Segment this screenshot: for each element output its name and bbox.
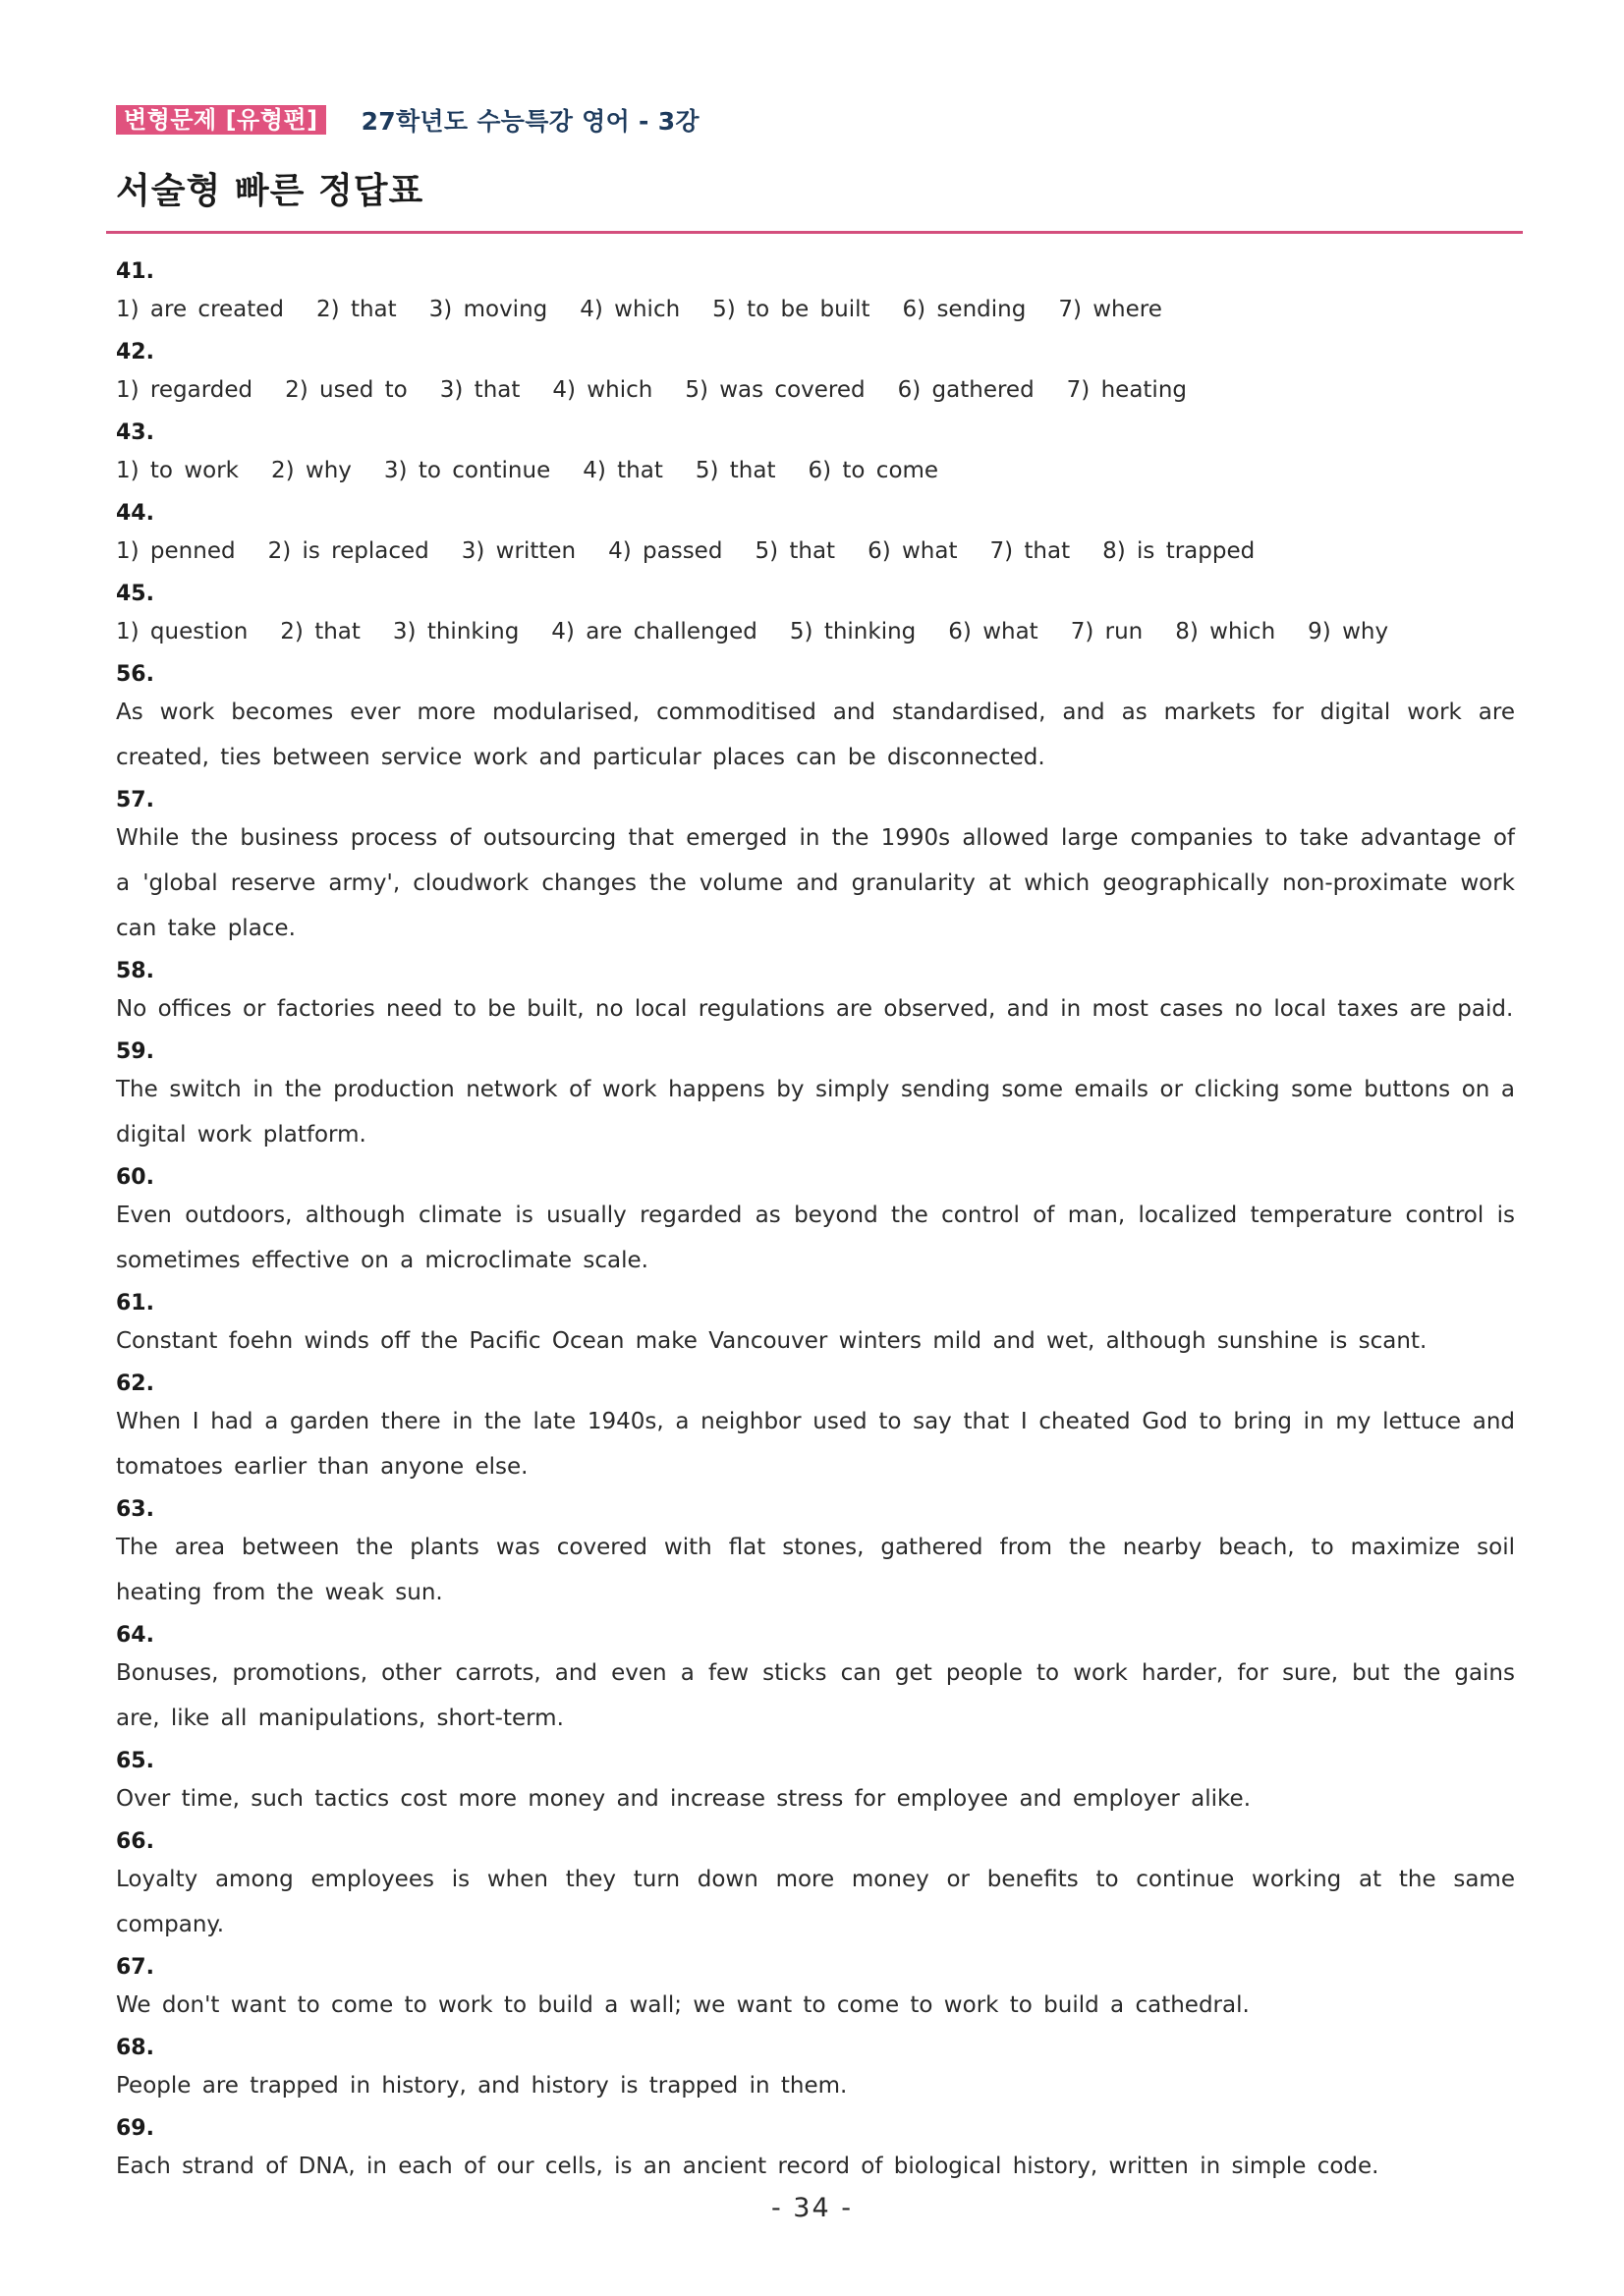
answer-chip: 6) sending <box>902 297 1027 322</box>
answer-chip: 2) is replaced <box>267 538 429 564</box>
question-number: 42. <box>116 340 154 364</box>
category-tag: 변형문제 [유형편] <box>116 105 326 135</box>
answer-chip: 5) thinking <box>789 619 917 644</box>
answer-sentence: While the business process of outsourcing that emerged in the 1990s allowed large companies to take advantage of a 'global reserve army', cloudwork changes the volume and granularity at which geographically non-proximate work can take place. <box>116 825 1515 941</box>
answer-chip: 4) passed <box>608 538 723 564</box>
question-number: 58. <box>116 959 154 983</box>
answer-chip: 6) what <box>948 619 1038 644</box>
title-divider <box>106 231 1523 234</box>
answer-chip: 8) is trapped <box>1102 538 1256 564</box>
answer-list <box>116 257 1515 2195</box>
question-number: 61. <box>116 1291 154 1316</box>
answer-chip: 5) that <box>755 538 836 564</box>
answer-item <box>116 257 1515 332</box>
answer-chip: 1) to work <box>116 458 239 483</box>
answer-sentence: When I had a garden there in the late 1940s, a neighbor used to say that I cheated God to bring in my lettuce and tomatoes earlier than anyone else. <box>116 1409 1515 1480</box>
answer-chip: 1) penned <box>116 538 236 564</box>
answer-chip: 7) where <box>1058 297 1162 322</box>
answer-chip: 1) are created <box>116 297 285 322</box>
answer-item <box>116 786 1515 951</box>
subject-label: 27학년도 수능특강 영어 - 3강 <box>361 107 700 136</box>
page-number: - 34 - <box>770 2193 853 2223</box>
answer-chips <box>116 367 1515 413</box>
answer-chip: 2) used to <box>285 377 408 403</box>
answer-chip: 2) why <box>270 458 352 483</box>
answer-sentence: Loyalty among employees is when they turn down more money or benefits to continue working at the same company. <box>116 1867 1515 1937</box>
answer-sentence: No offices or factories need to be built, no local regulations are observed, and in most cases no local taxes are paid. <box>116 996 1514 1022</box>
answer-chip: 6) gathered <box>897 377 1035 403</box>
answer-chip: 2) that <box>280 619 361 644</box>
answer-chip: 2) that <box>316 297 397 322</box>
answer-item <box>116 2114 1515 2189</box>
answer-chip: 7) that <box>989 538 1071 564</box>
answer-item <box>116 1953 1515 2028</box>
answer-item <box>116 1495 1515 1615</box>
answer-sentence: Each strand of DNA, in each of our cells, is an ancient record of biological history, written in simple code. <box>116 2154 1379 2179</box>
answer-chip: 5) to be built <box>712 297 870 322</box>
answer-chip: 5) was covered <box>685 377 866 403</box>
answer-chip: 3) written <box>461 538 577 564</box>
answer-sentence: We don't want to come to work to build a wall; we want to come to work to build a cathedral. <box>116 1992 1250 2018</box>
question-number: 57. <box>116 788 154 812</box>
question-number: 56. <box>116 662 154 687</box>
question-number: 45. <box>116 582 154 606</box>
answer-item <box>116 957 1515 1032</box>
answer-sentence: The area between the plants was covered with flat stones, gathered from the nearby beach, to maximize soil heating from the weak sun. <box>116 1535 1515 1605</box>
answer-chip: 7) run <box>1070 619 1144 644</box>
answer-chip: 3) that <box>439 377 521 403</box>
answer-chip: 6) to come <box>808 458 939 483</box>
answer-chips <box>116 448 1515 493</box>
answer-chip: 7) heating <box>1066 377 1187 403</box>
answer-chip: 1) question <box>116 619 249 644</box>
question-number: 59. <box>116 1039 154 1064</box>
answer-item <box>116 419 1515 493</box>
answer-item <box>116 1827 1515 1947</box>
answer-item <box>116 338 1515 413</box>
question-number: 65. <box>116 1749 154 1773</box>
answer-sentence: Constant foehn winds off the Pacific Ocean make Vancouver winters mild and wet, although sunshine is scant. <box>116 1328 1428 1354</box>
answer-item <box>116 1289 1515 1364</box>
answer-sentence: As work becomes ever more modularised, commoditised and standardised, and as markets for digital work are created, ties between service work and particular places can be disconnected. <box>116 700 1515 770</box>
answer-chip: 6) what <box>868 538 958 564</box>
answer-chip: 3) moving <box>428 297 548 322</box>
question-number: 66. <box>116 1829 154 1854</box>
answer-chips <box>116 529 1515 574</box>
question-number: 60. <box>116 1165 154 1190</box>
answer-chip: 5) that <box>695 458 776 483</box>
answer-chip: 8) which <box>1175 619 1276 644</box>
answer-chip: 4) which <box>580 297 681 322</box>
answer-item <box>116 1163 1515 1283</box>
answer-sentence: Even outdoors, although climate is usually regarded as beyond the control of man, localized temperature control is sometimes effective on a microclimate scale. <box>116 1203 1515 1273</box>
answer-chip: 9) why <box>1308 619 1389 644</box>
answer-item <box>116 1037 1515 1157</box>
answer-chips <box>116 287 1515 332</box>
answer-chip: 4) which <box>552 377 653 403</box>
header <box>116 102 700 138</box>
question-number: 44. <box>116 501 154 526</box>
answer-chip: 4) that <box>583 458 663 483</box>
question-number: 62. <box>116 1372 154 1396</box>
question-number: 41. <box>116 259 154 284</box>
page-title: 서술형 빠른 정답표 <box>116 171 424 211</box>
answer-sentence: Over time, such tactics cost more money and increase stress for employee and employer alike. <box>116 1786 1252 1812</box>
question-number: 63. <box>116 1497 154 1522</box>
question-number: 67. <box>116 1955 154 1980</box>
answer-sentence: Bonuses, promotions, other carrots, and even a few sticks can get people to work harder, for sure, but the gains are, like all manipulations, short-term. <box>116 1660 1515 1731</box>
answer-item <box>116 1621 1515 1741</box>
question-number: 68. <box>116 2036 154 2060</box>
answer-sentence: People are trapped in history, and history is trapped in them. <box>116 2073 848 2099</box>
answer-chip: 3) to continue <box>383 458 551 483</box>
answer-item <box>116 2034 1515 2108</box>
answer-item <box>116 1370 1515 1489</box>
answer-item <box>116 580 1515 654</box>
answer-chip: 3) thinking <box>392 619 520 644</box>
question-number: 69. <box>116 2116 154 2141</box>
answer-sentence: The switch in the production network of work happens by simply sending some emails or clicking some buttons on a digital work platform. <box>116 1077 1515 1148</box>
answer-chip: 4) are challenged <box>551 619 757 644</box>
question-number: 64. <box>116 1623 154 1648</box>
answer-chip: 1) regarded <box>116 377 253 403</box>
answer-chips <box>116 609 1515 654</box>
answer-item <box>116 499 1515 574</box>
answer-item <box>116 1747 1515 1821</box>
answer-item <box>116 660 1515 780</box>
question-number: 43. <box>116 420 154 445</box>
